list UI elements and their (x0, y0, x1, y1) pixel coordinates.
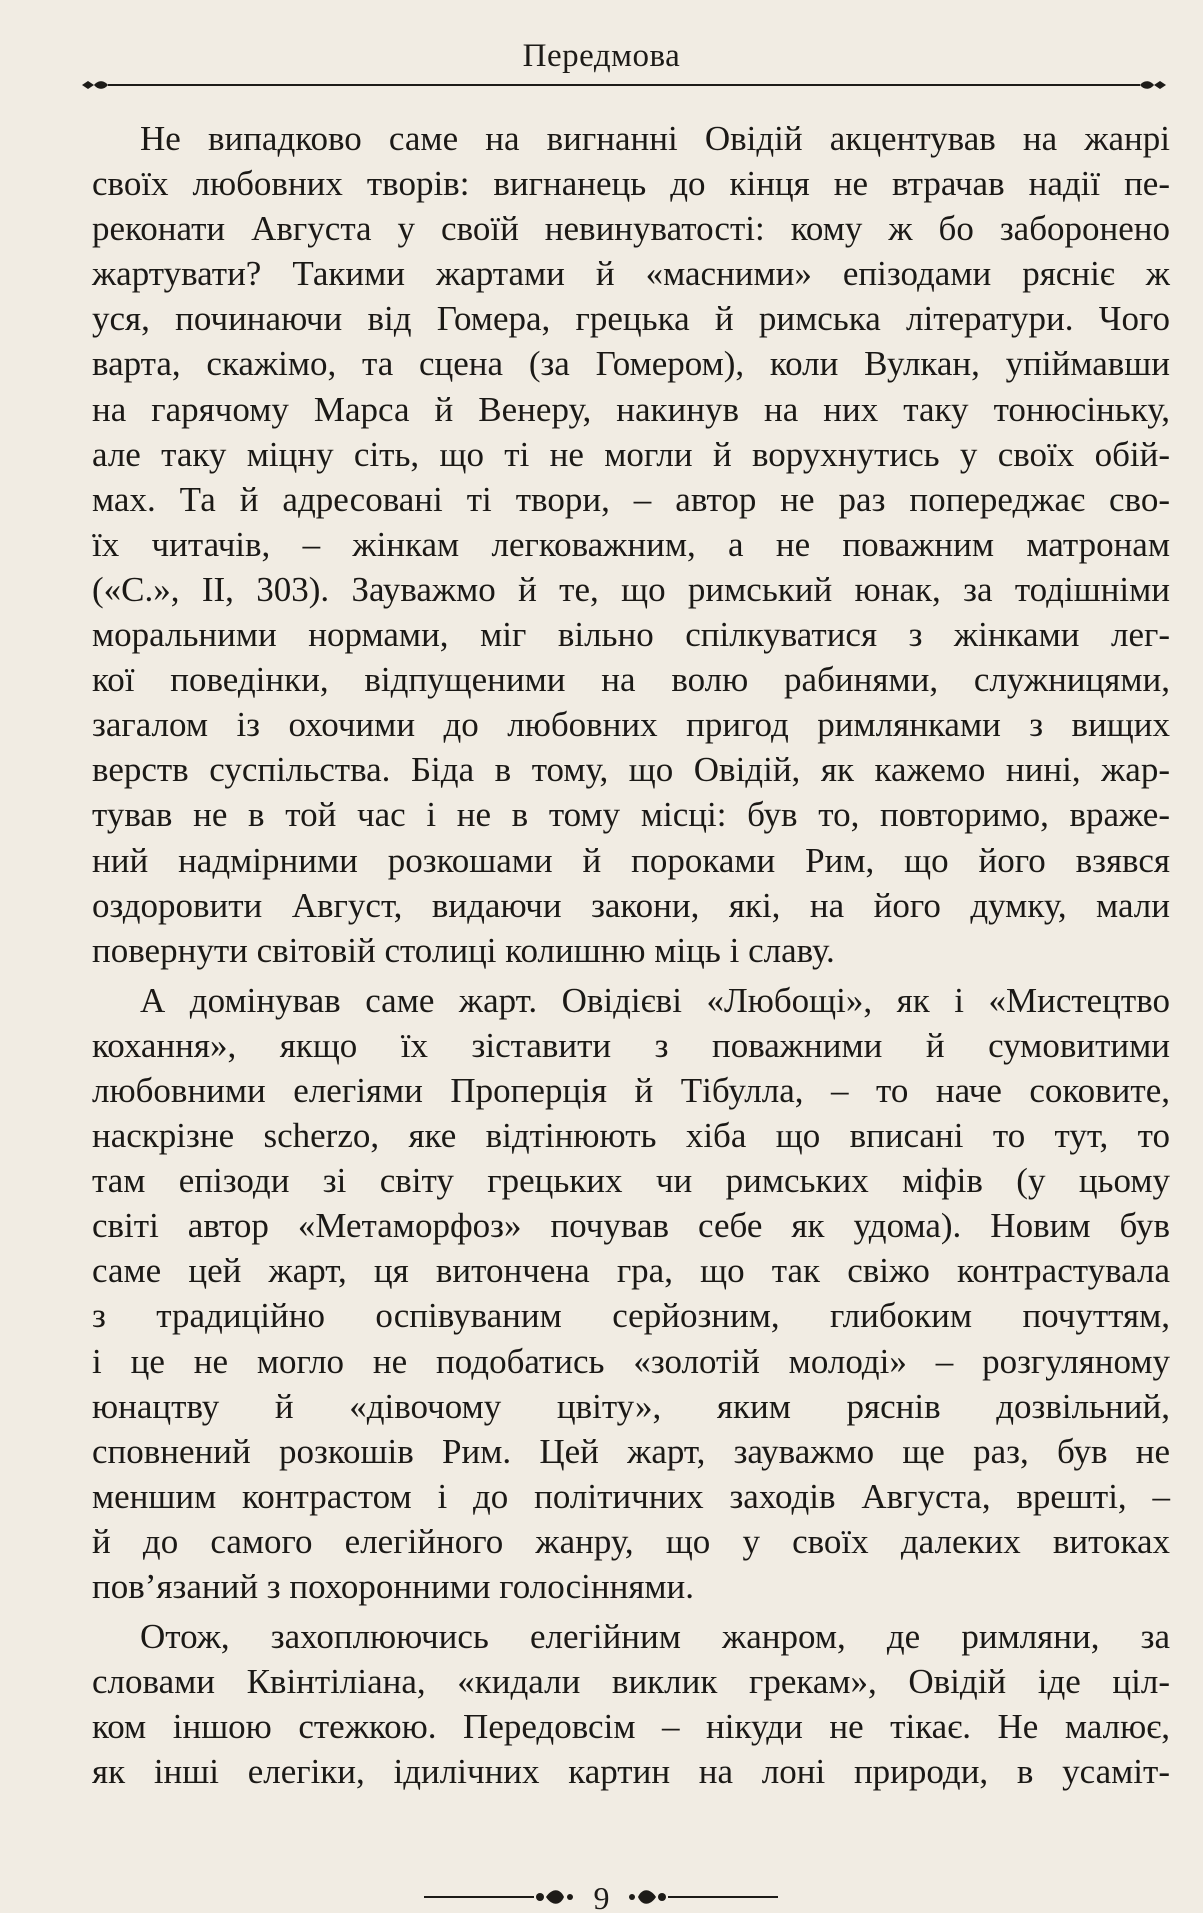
text-line: варта, скажімо, та сцена (за Гомером), коли Вулкан, упіймавши (92, 344, 1170, 384)
text-line: на гарячому Марса й Венеру, накинув на них таку тонюсіньку, (92, 389, 1170, 429)
text-line: словами Квінтіліана, «кидали виклик грекам», Овідій іде ціл- (92, 1662, 1170, 1702)
text-line: повернути світовій столиці колишню міць і славу. (92, 930, 835, 970)
running-title: Передмова (522, 38, 681, 74)
text-line: ний надмірними розкошами й пороками Рим, що його взявся (92, 840, 1170, 880)
text-line: реконати Августа у своїй невинуватості: кому ж бо заборонено (92, 209, 1170, 249)
text-line: меншим контрастом і до політичних заходів Августа, врешті, – (92, 1476, 1170, 1516)
text-line: наскрізне scherzo, яке відтінюють хіба що вписані то тут, то (92, 1116, 1170, 1156)
text-line: і це не могло не подобатись «золотій молоді» – розгуляному (92, 1341, 1170, 1381)
text-line: з традиційно оспівуваним серйозним, глибоким почуттям, (92, 1296, 1170, 1336)
header-rule-ornament (80, 78, 1168, 92)
text-line: любовними елегіями Проперція й Тібулла, – то наче соковите, (92, 1070, 1170, 1110)
text-line: але таку міцну сіть, що ті не могли й ворухнутись у своїх обій- (92, 434, 1170, 474)
body-text (92, 116, 1170, 1794)
text-line: загалом із охочими до любовних пригод римлянками з вищих (92, 705, 1170, 745)
text-line: кохання», якщо їх зіставити з поважними й сумовитими (92, 1025, 1170, 1065)
text-line: оздоровити Август, видаючи закони, які, на його думку, мали (92, 885, 1170, 925)
text-line: й до самого елегійного жанру, що у своїх далеких витоках (92, 1521, 1170, 1561)
text-line: мах. Та й адресовані ті твори, – автор не раз попереджає сво- (92, 479, 1170, 519)
text-line: кої поведінки, відпущеними на волю рабинями, служницями, (92, 660, 1170, 700)
text-line: пов’язаний з похоронними голосіннями. (92, 1567, 695, 1606)
page-number: 9 (593, 1880, 610, 1916)
text-line: їх читачів, – жінкам легковажним, а не поважним матронам (92, 524, 1170, 564)
text-line: саме цей жарт, ця витончена гра, що так свіжо контрастувала (92, 1251, 1170, 1291)
text-line: Отож, захоплюючись елегійним жанром, де римляни, за (140, 1617, 1170, 1657)
text-line: верств суспільства. Біда в тому, що Овідій, як кажемо нині, жар- (92, 750, 1170, 790)
footer-right-ornament (628, 1886, 778, 1908)
text-line: тував не в той час і не в тому місці: був то, повторимо, враже- (92, 795, 1170, 835)
text-line: сповнений розкошів Рим. Цей жарт, зауважмо ще раз, був не (92, 1431, 1170, 1471)
text-line: своїх любовних творів: вигнанець до кінця не втрачав надії пе- (92, 164, 1170, 204)
text-line: світі автор «Метаморфоз» почував себе як удома). Новим був (92, 1206, 1170, 1246)
page-footer (0, 1880, 1203, 1916)
text-line: як інші елегіки, ідилічних картин на лоні природи, в усаміт- (92, 1752, 1170, 1792)
text-line: А домінував саме жарт. Овідієві «Любощі», як і «Мистецтво (140, 980, 1170, 1020)
text-line: жартувати? Такими жартами й «масними» епізодами ряснiє ж (92, 254, 1170, 294)
text-line: уся, починаючи від Гомера, грецька й римська літератури. Чого (92, 299, 1170, 339)
text-line: моральними нормами, міг вільно спілкуватися з жінками лег- (92, 615, 1170, 655)
text-line: Не випадково саме на вигнанні Овідій акцентував на жанрі (140, 119, 1170, 158)
text-line: там епізоди зі світу грецьких чи римських міфів (у цьому (92, 1161, 1170, 1201)
text-line: ком іншою стежкою. Передовсім – нікуди не тікає. Не малює, (92, 1707, 1170, 1747)
text-line: юнацтву й «дівочому цвіту», яким ряснів дозвільний, (92, 1386, 1170, 1426)
text-line: («С.», II, 303). Зауважмо й те, що римський юнак, за тодішніми (92, 569, 1170, 609)
